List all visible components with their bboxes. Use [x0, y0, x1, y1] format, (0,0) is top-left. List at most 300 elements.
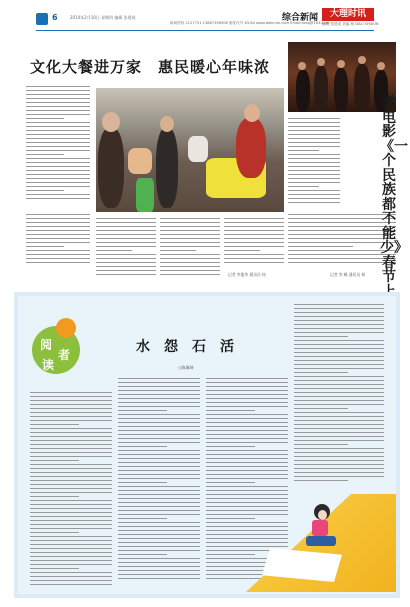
text-line	[294, 312, 384, 313]
main-headline: 文化大餐进万家 惠民暖心年味浓	[30, 58, 271, 76]
text-line	[26, 190, 64, 191]
text-line	[288, 186, 319, 187]
text-line	[206, 390, 288, 391]
text-line	[118, 526, 200, 527]
page-number: 6	[52, 13, 58, 22]
text-line	[288, 130, 340, 131]
text-line	[294, 436, 384, 437]
text-line	[30, 460, 79, 461]
text-line	[294, 324, 384, 325]
text-line	[118, 518, 167, 519]
text-line	[118, 438, 200, 439]
text-line	[288, 138, 340, 139]
text-line	[30, 580, 112, 581]
text-line	[160, 250, 196, 251]
text-line	[206, 462, 288, 463]
text-line	[26, 102, 90, 103]
article-column-4	[160, 218, 220, 278]
text-line	[96, 274, 156, 275]
text-line	[118, 546, 200, 547]
text-line	[160, 246, 220, 247]
text-line	[288, 202, 340, 203]
text-line	[294, 348, 384, 349]
text-line	[160, 274, 220, 275]
text-line	[118, 490, 200, 491]
text-line	[26, 194, 90, 195]
text-line	[96, 270, 156, 271]
text-line	[118, 538, 200, 539]
header-editor: 编辑 张建成 美编 杨 DALI SHIXUN	[322, 22, 379, 26]
text-line	[224, 258, 284, 259]
text-line	[118, 462, 200, 463]
text-line	[30, 472, 112, 473]
text-line	[96, 234, 156, 235]
text-line	[118, 530, 200, 531]
text-line	[30, 424, 79, 425]
text-line	[118, 482, 167, 483]
text-line	[26, 170, 90, 171]
text-line	[294, 376, 384, 377]
text-line	[118, 506, 200, 507]
text-line	[30, 552, 112, 553]
feature-column-2	[118, 378, 200, 582]
text-line	[30, 440, 112, 441]
text-line	[294, 444, 348, 445]
text-line	[206, 466, 288, 467]
text-line	[206, 534, 288, 535]
header-rule	[36, 30, 374, 31]
text-line	[118, 542, 200, 543]
badge-char-2: 读	[42, 358, 55, 372]
text-line	[26, 106, 90, 107]
text-line	[206, 470, 288, 471]
text-line	[206, 410, 255, 411]
text-line	[294, 456, 384, 457]
text-line	[118, 410, 167, 411]
text-line	[30, 464, 112, 465]
text-line	[294, 336, 348, 337]
text-line	[30, 540, 112, 541]
text-line	[206, 394, 288, 395]
text-line	[206, 430, 288, 431]
text-line	[118, 578, 200, 579]
text-line	[288, 162, 340, 163]
text-line	[118, 474, 200, 475]
text-line	[26, 258, 90, 259]
text-line	[30, 484, 112, 485]
text-line	[206, 542, 288, 543]
text-line	[118, 562, 200, 563]
text-line	[30, 492, 112, 493]
feature-column-1	[30, 392, 112, 588]
text-line	[288, 194, 340, 195]
text-line	[206, 406, 288, 407]
text-line	[30, 504, 112, 505]
text-line	[26, 150, 90, 151]
text-line	[30, 476, 112, 477]
feature-column-4	[294, 304, 384, 484]
text-line	[294, 392, 384, 393]
main-article-byline: 记者 李俊华 通讯员 杨	[228, 272, 266, 277]
text-line	[206, 386, 288, 387]
text-line	[96, 218, 156, 219]
article-column-2	[26, 214, 90, 266]
text-line	[118, 494, 200, 495]
text-line	[206, 490, 288, 491]
text-line	[206, 446, 255, 447]
text-line	[294, 480, 348, 481]
badge-char-1: 阅	[40, 338, 53, 352]
text-line	[160, 266, 220, 267]
text-line	[26, 174, 90, 175]
text-line	[294, 428, 384, 429]
text-line	[206, 422, 288, 423]
girl-legs	[306, 536, 336, 546]
text-line	[118, 382, 200, 383]
feature-title: 水怨石活	[136, 339, 248, 355]
text-line	[294, 316, 384, 317]
text-line	[224, 226, 284, 227]
side-article-vertical-title: 微电影《一个民族都不能少》春节	[380, 95, 408, 285]
text-line	[206, 434, 288, 435]
section-name: 综合新闻	[282, 13, 319, 23]
text-line	[118, 550, 200, 551]
text-line	[294, 448, 384, 449]
text-line	[288, 142, 340, 143]
text-line	[160, 258, 220, 259]
text-line	[206, 498, 288, 499]
text-line	[96, 242, 156, 243]
text-line	[294, 400, 384, 401]
text-line	[288, 246, 353, 247]
text-line	[206, 546, 288, 547]
text-line	[30, 392, 112, 393]
text-line	[26, 254, 90, 255]
text-line	[26, 146, 90, 147]
text-line	[294, 332, 384, 333]
text-line	[294, 472, 384, 473]
text-line	[26, 234, 90, 235]
text-line	[118, 486, 200, 487]
text-line	[224, 242, 284, 243]
text-line	[30, 544, 112, 545]
text-line	[96, 254, 156, 255]
text-line	[294, 380, 384, 381]
text-line	[206, 378, 288, 379]
text-line	[224, 218, 284, 219]
text-line	[294, 464, 384, 465]
text-line	[96, 258, 156, 259]
text-line	[294, 404, 384, 405]
text-line	[118, 510, 200, 511]
text-line	[206, 526, 288, 527]
text-line	[288, 182, 340, 183]
text-line	[26, 262, 90, 263]
text-line	[206, 506, 288, 507]
text-line	[206, 418, 288, 419]
text-line	[26, 182, 90, 183]
text-line	[160, 242, 220, 243]
text-line	[26, 226, 90, 227]
text-line	[118, 378, 200, 379]
text-line	[294, 340, 384, 341]
text-line	[294, 468, 384, 469]
text-line	[30, 420, 112, 421]
text-line	[224, 250, 260, 251]
text-line	[30, 456, 112, 457]
text-line	[160, 234, 220, 235]
text-line	[206, 478, 288, 479]
text-line	[294, 476, 384, 477]
text-line	[224, 222, 284, 223]
text-line	[26, 198, 90, 199]
text-line	[206, 486, 288, 487]
text-line	[96, 266, 156, 267]
text-line	[30, 536, 112, 537]
text-line	[118, 466, 200, 467]
text-line	[288, 146, 340, 147]
text-line	[30, 572, 112, 573]
article-column-6	[288, 118, 340, 206]
text-line	[288, 150, 319, 151]
text-line	[118, 522, 200, 523]
text-line	[30, 496, 79, 497]
text-line	[26, 166, 90, 167]
girl-face	[318, 510, 327, 520]
text-line	[288, 126, 340, 127]
text-line	[206, 402, 288, 403]
text-line	[206, 554, 255, 555]
header-contacts: 新闻热线 2127751 13887356906 邮发代号 63-64 www.dalinum.com Email:dxsg@163.com	[170, 21, 330, 25]
text-line	[26, 118, 64, 119]
side-article-byline: 记者 李 峰 通讯员 杨	[330, 272, 366, 277]
text-line	[118, 434, 200, 435]
text-line	[294, 344, 384, 345]
text-line	[294, 308, 384, 309]
article-column-5	[224, 218, 284, 266]
text-line	[30, 564, 112, 565]
text-line	[30, 480, 112, 481]
text-line	[118, 498, 200, 499]
text-line	[30, 508, 112, 509]
text-line	[206, 514, 288, 515]
text-line	[294, 328, 384, 329]
text-line	[30, 556, 112, 557]
text-line	[118, 414, 200, 415]
text-line	[26, 154, 64, 155]
text-line	[294, 416, 384, 417]
text-line	[118, 402, 200, 403]
reader-badge-dot-icon	[56, 318, 76, 338]
text-line	[294, 420, 384, 421]
text-line	[294, 360, 384, 361]
text-line	[206, 382, 288, 383]
text-line	[206, 510, 288, 511]
text-line	[30, 532, 79, 533]
text-line	[96, 230, 156, 231]
text-line	[26, 178, 90, 179]
text-line	[26, 134, 90, 135]
text-line	[288, 154, 340, 155]
text-line	[30, 524, 112, 525]
text-line	[26, 86, 90, 87]
text-line	[118, 450, 200, 451]
text-line	[96, 246, 156, 247]
text-line	[160, 222, 220, 223]
text-line	[26, 122, 90, 123]
header-date: 2014年2月10日 星期四 编辑 张建成	[70, 15, 136, 20]
text-line	[30, 432, 112, 433]
text-line	[294, 388, 384, 389]
text-line	[294, 424, 384, 425]
text-line	[30, 584, 112, 585]
text-line	[294, 396, 384, 397]
text-line	[206, 450, 288, 451]
text-line	[30, 428, 112, 429]
text-line	[118, 390, 200, 391]
text-line	[294, 440, 384, 441]
paper-brand: 大理时讯	[322, 8, 374, 21]
feature-author: ○陈瑞坤	[178, 365, 194, 370]
text-line	[26, 94, 90, 95]
text-line	[160, 218, 220, 219]
text-line	[118, 554, 167, 555]
text-line	[206, 458, 288, 459]
text-line	[288, 178, 340, 179]
text-line	[206, 414, 288, 415]
text-line	[160, 230, 220, 231]
text-line	[206, 442, 288, 443]
text-line	[96, 238, 156, 239]
text-line	[118, 442, 200, 443]
text-line	[160, 226, 220, 227]
text-line	[118, 386, 200, 387]
text-line	[206, 522, 288, 523]
text-line	[206, 494, 288, 495]
text-line	[30, 416, 112, 417]
text-line	[160, 238, 220, 239]
text-line	[30, 400, 112, 401]
text-line	[288, 118, 340, 119]
text-line	[26, 250, 90, 251]
text-line	[118, 470, 200, 471]
text-line	[30, 512, 112, 513]
text-line	[26, 186, 90, 187]
text-line	[30, 404, 112, 405]
text-line	[30, 568, 79, 569]
text-line	[26, 218, 90, 219]
text-line	[294, 320, 384, 321]
text-line	[26, 110, 90, 111]
text-line	[118, 458, 200, 459]
text-line	[26, 230, 90, 231]
text-line	[160, 254, 220, 255]
text-line	[118, 566, 200, 567]
text-line	[30, 468, 112, 469]
text-line	[118, 534, 200, 535]
text-line	[26, 114, 90, 115]
text-line	[294, 460, 384, 461]
text-line	[118, 418, 200, 419]
text-line	[288, 122, 340, 123]
girl-body	[312, 520, 328, 536]
text-line	[30, 528, 112, 529]
text-line	[30, 520, 112, 521]
text-line	[288, 158, 340, 159]
text-line	[294, 384, 384, 385]
text-line	[30, 396, 112, 397]
text-line	[294, 372, 348, 373]
text-line	[118, 514, 200, 515]
crowd-photo	[96, 88, 284, 212]
text-line	[96, 222, 156, 223]
text-line	[294, 432, 384, 433]
text-line	[118, 430, 200, 431]
text-line	[30, 576, 112, 577]
text-line	[30, 560, 112, 561]
text-line	[96, 226, 156, 227]
text-line	[26, 98, 90, 99]
text-line	[118, 398, 200, 399]
text-line	[118, 426, 200, 427]
text-line	[294, 356, 384, 357]
text-line	[26, 214, 90, 215]
text-line	[288, 190, 340, 191]
text-line	[30, 488, 112, 489]
text-line	[30, 452, 112, 453]
text-line	[206, 518, 255, 519]
text-line	[26, 162, 90, 163]
text-line	[224, 230, 284, 231]
text-line	[160, 262, 220, 263]
text-line	[30, 448, 112, 449]
text-line	[288, 170, 340, 171]
text-line	[26, 222, 90, 223]
text-line	[224, 254, 284, 255]
text-line	[118, 570, 200, 571]
text-line	[118, 478, 200, 479]
text-line	[206, 474, 288, 475]
text-line	[224, 234, 284, 235]
text-line	[30, 548, 112, 549]
text-line	[26, 242, 90, 243]
paper-logo-icon	[36, 13, 48, 25]
text-line	[30, 412, 112, 413]
text-line	[118, 558, 200, 559]
text-line	[206, 438, 288, 439]
text-line	[224, 246, 284, 247]
text-line	[294, 364, 384, 365]
text-line	[118, 446, 167, 447]
text-line	[26, 158, 90, 159]
text-line	[26, 90, 90, 91]
text-line	[26, 142, 90, 143]
text-line	[118, 454, 200, 455]
text-line	[206, 398, 288, 399]
article-column-1	[26, 86, 90, 202]
text-line	[288, 166, 340, 167]
article-column-3	[96, 218, 156, 278]
text-line	[30, 444, 112, 445]
text-line	[294, 452, 384, 453]
text-line	[30, 436, 112, 437]
text-line	[224, 238, 284, 239]
text-line	[294, 408, 348, 409]
text-line	[26, 126, 90, 127]
text-line	[160, 270, 220, 271]
badge-char-3: 者	[58, 348, 71, 362]
text-line	[288, 198, 340, 199]
